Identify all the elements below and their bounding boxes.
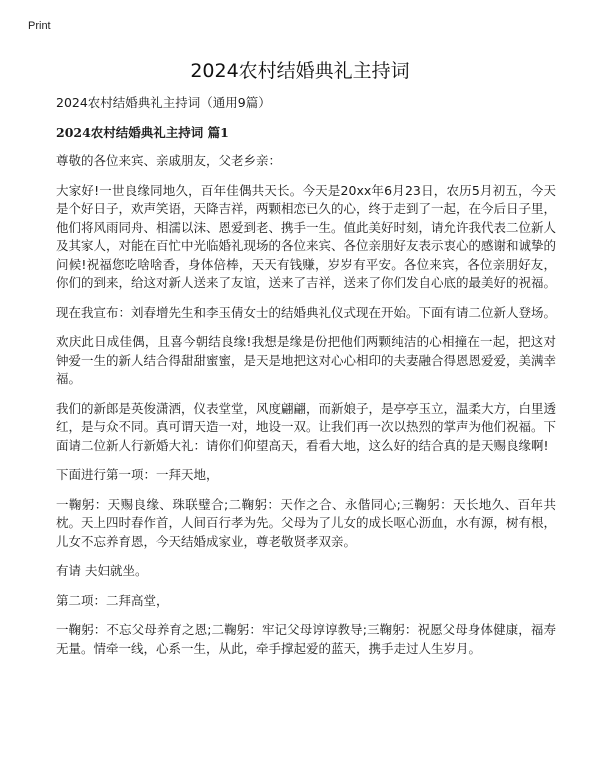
paragraph-bows-parents: 一鞠躬：不忘父母养育之恩;二鞠躬：牢记父母谆谆教导;三鞠躬：祝愿父母身体健康，福寿无量。情牵一线，心系一生，从此，牵手撑起爱的蓝天，携手走过人生岁月。 (56, 622, 556, 656)
paragraph-celebration: 欢庆此日成佳偶，且喜今朝结良缘!我想是缘是份把他们两颗纯洁的心相撞在一起，把这对钟爱一生的新人结合得甜甜蜜蜜，是天是地把这对心心相印的夫妻融合得恩恩爱爱，美满幸福。 (56, 334, 557, 386)
document-subtitle: 2024农村结婚典礼主持词（通用9篇） (56, 95, 271, 110)
paragraph-invite-seated: 有请 夫妇就坐。 (56, 563, 148, 578)
paragraph-second-item: 第二项：二拜高堂， (56, 592, 169, 608)
paragraph-bows-heaven-earth: 一鞠躬：天赐良缘、珠联璧合;二鞠躬：天作之合、永偕同心;三鞠躬：天长地久、百年共枕。天上四时春作首，人间百行孝为先。父母为了儿女的成长呕心沥血，水有源，树有根，儿女不忘养育恩，今天结婚成家业，尊老敬贤孝双亲。 (56, 496, 557, 549)
paragraph-greeting: 尊敬的各位来宾、亲戚朋友，父老乡亲： (56, 153, 282, 168)
paragraph-announcement: 现在我宣布：刘春增先生和李玉倩女士的结婚典礼仪式现在开始。下面有请二位新人登场。 (56, 304, 557, 320)
paragraph-opening: 大家好!一世良缘同地久，百年佳偶共天长。今天是20xx年6月23日，农历5月初五，今天是个好日子，欢声笑语，天降吉祥，两颗相恋已久的心，终于走到了一起，在今后日子里，他们将风雨同舟、相濡以沫、恩爱到老、携手一生。值此美好时刻，请允许我代表二位新人及其家人，对能在百忙中光临婚礼现场的各位来宾、各位亲朋好友表示衷心的感谢和诚挚的问候!祝福您吃啥啥香，身体倍棒，天天有钱赚，岁岁有平安。各位来宾，各位亲朋好友，你们的到来，给这对新人送来了友谊，送来了吉祥，送来了你们发自心底的最美好的祝福。 (56, 182, 557, 290)
print-link[interactable]: Print (28, 20, 51, 32)
document-title: 2024农村结婚典礼主持词 (190, 60, 410, 82)
paragraph-couple-praise: 我们的新郎是英俊潇洒，仪表堂堂，风度翩翩，而新娘子，是亭亭玉立，温柔大方，白里透红，是与众不同。真可谓天造一对，地设一双。让我们再一次以热烈的掌声为他们祝福。下面请二位新人行新婚大礼：请你们仰望高天，看看大地，这么好的结合真的是天赐良缘啊! (56, 400, 557, 453)
document-body (56, 94, 556, 669)
paragraph-first-item: 下面进行第一项：一拜天地， (56, 467, 219, 482)
section-heading: 2024农村结婚典礼主持词 篇1 (56, 125, 229, 140)
